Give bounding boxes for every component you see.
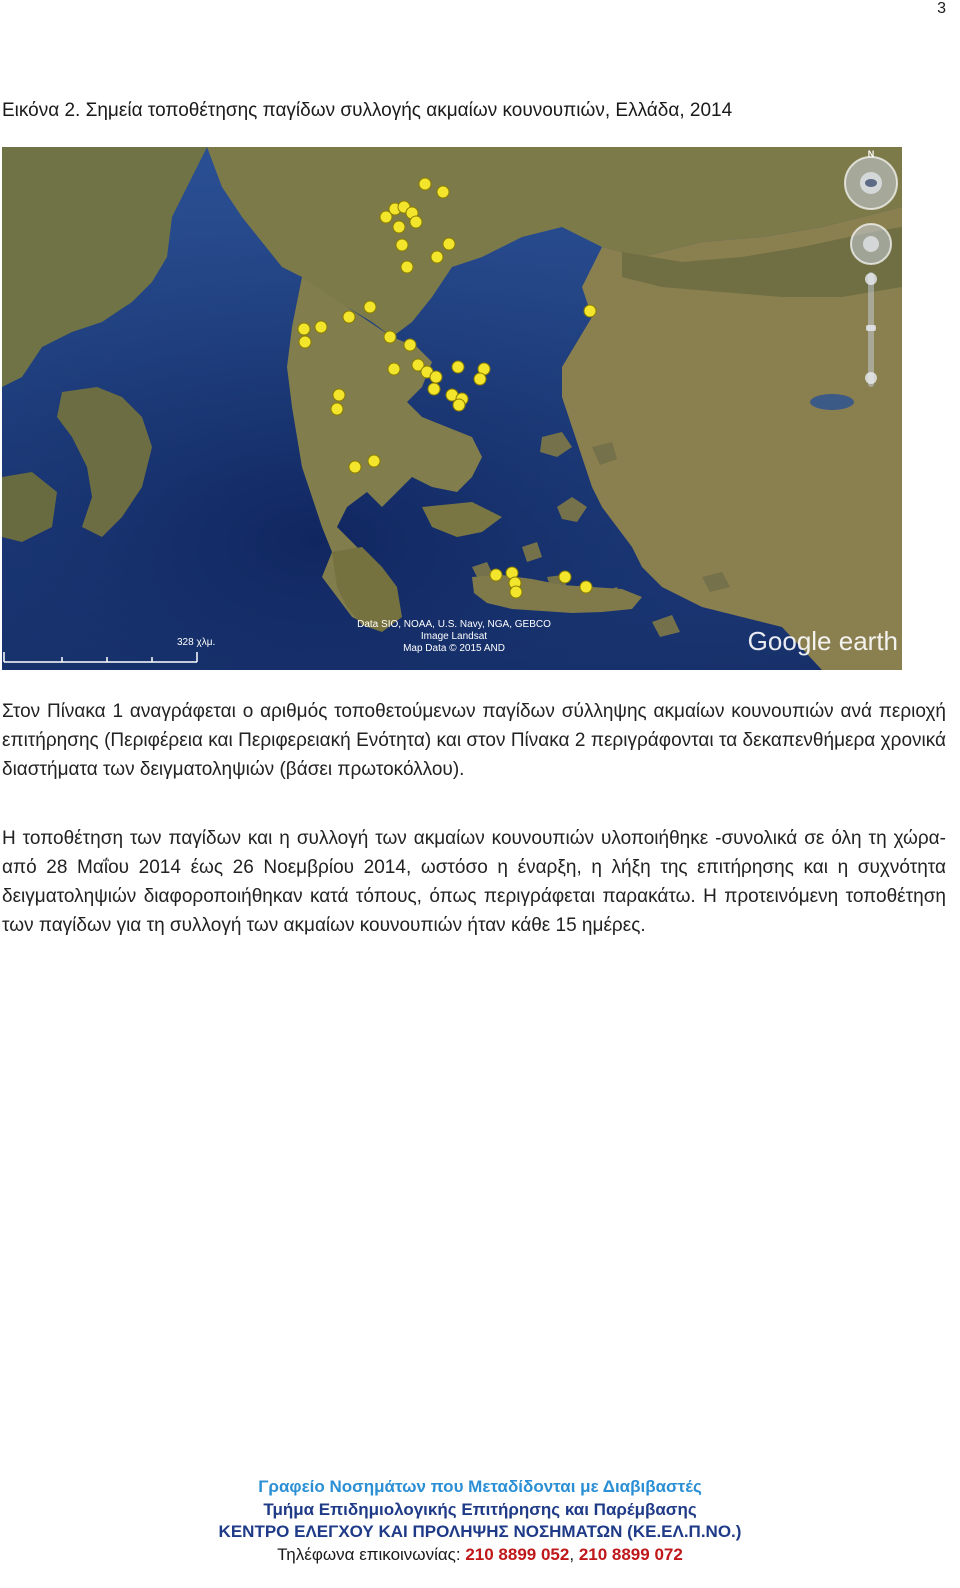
page-number: 3 — [937, 0, 946, 17]
footer-phones — [0, 1544, 960, 1567]
scale-label: 328 χλμ. — [177, 637, 216, 648]
attribution-line-1: Data SIO, NOAA, U.S. Navy, NGA, GEBCO — [357, 619, 551, 630]
footer-office: Γραφείο Νοσημάτων που Μεταδίδονται με Διαβιβαστές — [258, 1477, 702, 1496]
attribution-line-2: Image Landsat — [420, 631, 488, 642]
google-earth-logo: Google earth — [747, 626, 898, 656]
paragraph-2: Η τοποθέτηση των παγίδων και η συλλογή των ακμαίων κουνουπιών υλοποιήθηκε -συνολικά σε όλη τη χώρα- από 28 Μαΐου 2014 έως 26 Νοεμβρίου 2014, ωστόσο η έναρξη, η λήξη της επιτήρησης και η συχνότητα δειγματοληψιών διαφοροποιήθηκαν κατά τόπους, όπως περιγράφεται παρακάτω. Η προτεινόμενη τοποθέτηση των παγίδων για τη συλλογή των ακμαίων κουνουπιών ήταν κάθε 15 ημέρες. — [2, 828, 946, 936]
map-image — [2, 147, 902, 670]
phone-number-2[interactable]: 210 8899 072 — [578, 1544, 683, 1564]
paragraph-1: Στον Πίνακα 1 αναγράφεται ο αριθμός τοποθετούμενων παγίδων σύλληψης ακμαίων κουνουπιών ανά περιοχή επιτήρησης (Περιφέρεια και Περιφερειακή Ενότητα) και στον Πίνακα 2 περιγράφονται τα δεκαπενθήμερα χρονικά διαστήματα των δειγματοληψιών (βάσει πρωτοκόλλου). — [2, 701, 946, 780]
phone-number-1[interactable]: 210 8899 052 — [465, 1544, 570, 1564]
footer-department: Τμήμα Επιδημιολογικής Επιτήρησης και Παρέμβασης — [263, 1499, 697, 1519]
figure-caption: Εικόνα 2. Σημεία τοποθέτησης παγίδων συλλογής ακμαίων κουνουπιών, Ελλάδα, 2014 — [2, 100, 733, 121]
compass-label: N — [867, 149, 875, 159]
attribution-line-3: Map Data © 2015 AND — [403, 643, 505, 654]
phone-separator: , — [569, 1544, 575, 1564]
footer-organization: ΚΕΝΤΡΟ ΕΛΕΓΧΟΥ ΚΑΙ ΠΡΟΛΗΨΗΣ ΝΟΣΗΜΑΤΩΝ (ΚΕ.ΕΛ.Π.ΝΟ.) — [218, 1522, 742, 1541]
phone-label: Τηλέφωνα επικοινωνίας: — [277, 1544, 461, 1564]
footer — [0, 1476, 960, 1566]
